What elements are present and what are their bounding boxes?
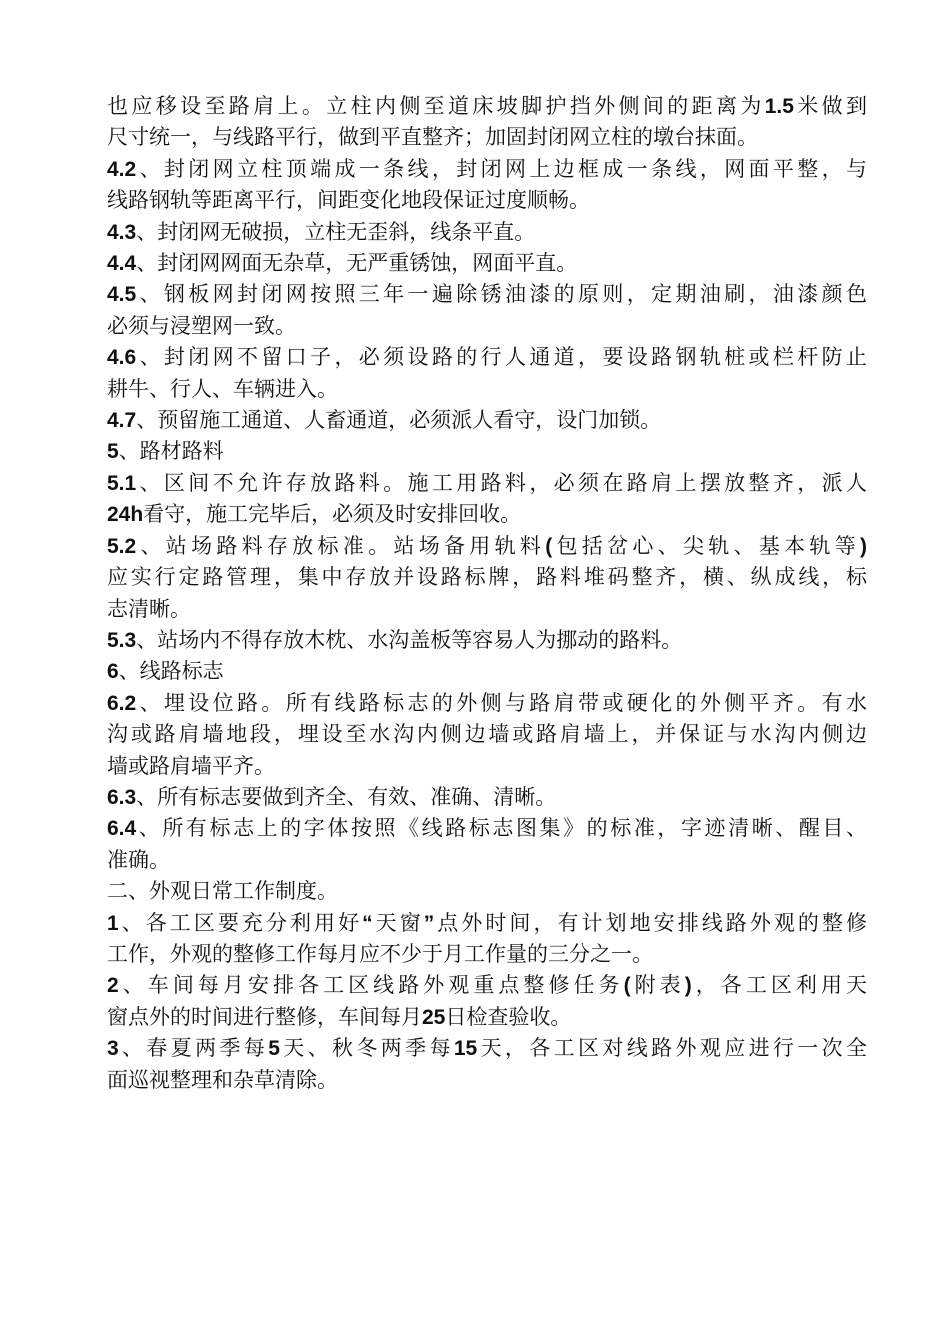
numeral-text: 4.7 [107,409,137,433]
numeral-text: 5 [268,1037,280,1061]
body-text: 、钢板网封闭网按照三年一遍除锈油漆的原则，定期油刷，油漆颜色 [136,282,867,307]
numeral-text: 1 [107,911,119,935]
numeral-text: ( [623,974,631,998]
numeral-text: ” [423,911,435,935]
text-line [107,122,867,153]
text-line [107,656,867,687]
body-text: 、车间每月安排各工区线路外观重点整修任务 [118,973,624,998]
numeral-text: 6 [107,660,119,684]
text-line [107,751,867,782]
numeral-text: 4.5 [107,283,137,307]
body-text: 、封闭网网面无杂草，无严重锈蚀，网面平直。 [136,251,578,276]
text-line [107,342,867,373]
body-text: 尺寸统一，与线路平行，做到平直整齐；加固封闭网立柱的墩台抹面。 [107,125,758,150]
text-line [107,719,867,750]
body-text: 、站场内不得存放木枕、水沟盖板等容易人为挪动的路料。 [136,627,683,652]
numeral-text: “ [362,911,373,935]
body-text: 点外时间，有计划地安排线路外观的整修 [434,910,868,935]
body-text: 米做到 [793,94,868,118]
text-line [107,154,867,185]
body-text: 耕牛、行人、车辆进入。 [107,376,338,401]
body-text: 、封闭网立柱顶端成一条线，封闭网上边框成一条线，网面平整，与 [136,156,867,181]
numeral-text: ) [684,974,692,998]
text-line [107,939,867,970]
body-text: 面巡视整理和杂草清除。 [107,1067,338,1092]
numeral-text: 25 [422,1005,446,1029]
text-line [107,311,867,342]
text-line [107,876,867,907]
text-line [107,405,867,436]
body-text: 准确。 [107,847,170,872]
numeral-text: ( [545,534,553,558]
body-text: 志清晰。 [107,596,191,621]
text-line [107,782,867,813]
numeral-text: 6.4 [107,817,137,841]
body-text: 二、外观日常工作制度。 [107,879,338,904]
numeral-text: 4.6 [107,346,137,370]
body-text: 附表 [630,973,685,998]
text-line [107,845,867,876]
numeral-text: 4.4 [107,252,137,276]
numeral-text: 24h [107,503,144,527]
body-text: 天、秋冬两季每 [279,1036,454,1061]
body-text: 、埋设位路。所有线路标志的外侧与路肩带或硬化的外侧平齐。有水 [136,690,867,715]
text-line [107,531,867,562]
document-body [107,91,867,1096]
text-line [107,248,867,279]
numeral-text: 3 [107,1037,119,1061]
body-text: 、区间不允许存放路料。施工用路料，必须在路肩上摆放整齐，派人 [136,470,867,495]
body-text: 、所有标志要做到齐全、有效、准确、清晰。 [136,784,557,809]
numeral-text: 2 [107,974,119,998]
body-text: 、封闭网不留口子，必须设路的行人通道，要设路钢轨桩或栏杆防止 [136,345,867,370]
text-line [107,91,867,122]
text-line [107,279,867,310]
numeral-text: 6.2 [107,691,137,715]
text-line [107,499,867,530]
numeral-text: 5.2 [107,534,137,558]
body-text: 、所有标志上的字体按照《线路标志图集》的标准，字迹清晰、醒目、 [136,816,867,841]
body-text: 沟或路肩墙地段，埋设至水沟内侧边墙或路肩墙上，并保证与水沟内侧边 [107,722,867,747]
text-line [107,908,867,939]
body-text: 看守，施工完毕后，必须及时安排回收。 [143,502,522,527]
text-line [107,562,867,593]
body-text: 包括岔心、尖轨、基本轨等 [552,533,860,558]
text-line [107,468,867,499]
numeral-text: 5 [107,440,119,464]
text-line [107,436,867,467]
numeral-text: 5.3 [107,628,137,652]
body-text: ，各工区利用天 [691,973,868,998]
body-text: 日检查验收。 [445,1004,572,1029]
body-text: 、线路标志 [118,659,224,684]
body-text: 、封闭网无破损，立柱无歪斜，线条平直。 [136,219,536,244]
text-line [107,594,867,625]
body-text: 、春夏两季每 [118,1036,269,1061]
body-text: 墙或路肩墙平齐。 [107,753,275,778]
body-text: 线路钢轨等距离平行，间距变化地段保证过度顺畅。 [107,188,590,213]
body-text: 、各工区要充分利用好 [118,910,363,935]
numeral-text: 4.2 [107,157,137,181]
body-text: 也应移设至路肩上。立柱内侧至道床坡脚护挡外侧间的距离为 [107,94,765,118]
body-text: 天窗 [372,910,424,935]
text-line [107,970,867,1001]
text-line [107,625,867,656]
body-text: 、预留施工通道、人畜通道，必须派人看守，设门加锁。 [136,408,662,433]
numeral-text: 6.3 [107,785,137,809]
body-text: 必须与浸塑网一致。 [107,313,296,338]
numeral-text: 4.3 [107,220,137,244]
body-text: 天，各工区对线路外观应进行一次全 [477,1036,868,1061]
body-text: 窗点外的时间进行整修，车间每月 [107,1004,422,1029]
body-text: 、站场路料存放标准。站场备用轨料 [136,533,546,558]
text-line [107,217,867,248]
text-line [107,1033,867,1064]
body-text: 应实行定路管理，集中存放并设路标牌，路料堆码整齐，横、纵成线，标 [107,565,867,590]
text-line [107,1065,867,1096]
text-line [107,1002,867,1033]
body-text: 、路材路料 [118,439,224,464]
numeral-text: 1.5 [764,95,794,118]
text-line [107,688,867,719]
body-text: 工作，外观的整修工作每月应不少于月工作量的三分之一。 [107,941,653,966]
numeral-text: 15 [453,1037,478,1061]
text-line [107,374,867,405]
text-line [107,813,867,844]
numeral-text: 5.1 [107,471,137,495]
text-line [107,185,867,216]
numeral-text: ) [860,534,867,558]
